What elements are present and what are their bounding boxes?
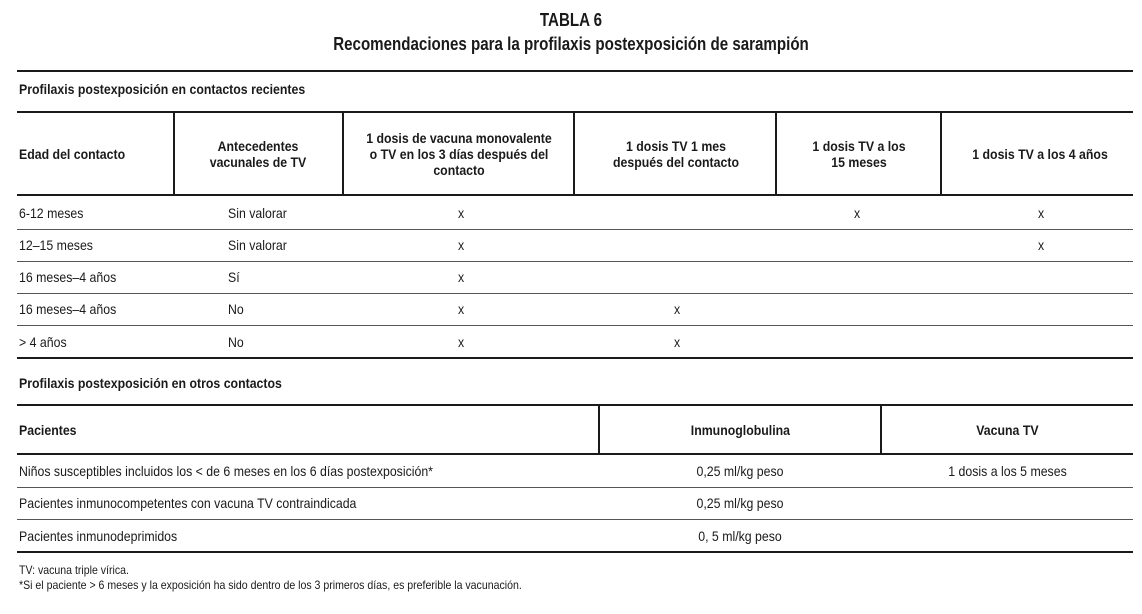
cell-mark: x bbox=[458, 205, 465, 221]
cell-mark: x bbox=[1038, 237, 1045, 253]
cell-age: 16 meses–4 años bbox=[19, 301, 117, 317]
cell-patient: Pacientes inmunocompetentes con vacuna TV contraindicada bbox=[19, 495, 357, 511]
row-divider bbox=[17, 325, 1133, 326]
cell-history: Sí bbox=[228, 269, 240, 285]
cell-immunoglobulin: 0, 5 ml/kg peso bbox=[698, 528, 782, 544]
header-divider bbox=[940, 113, 942, 194]
header-divider bbox=[573, 113, 575, 194]
cell-history: Sin valorar bbox=[228, 205, 287, 221]
top-rule bbox=[17, 70, 1133, 72]
cell-mark: x bbox=[674, 334, 681, 350]
cell-vaccine: 1 dosis a los 5 meses bbox=[948, 463, 1067, 479]
column-header: 1 dosis TV a los 4 años bbox=[972, 145, 1109, 162]
cell-age: 6-12 meses bbox=[19, 205, 84, 221]
row-divider bbox=[17, 261, 1133, 262]
title-block bbox=[0, 8, 1142, 56]
footnote: TV: vacuna triple vírica. bbox=[19, 563, 129, 577]
cell-mark: x bbox=[854, 205, 861, 221]
cell-mark: x bbox=[674, 301, 681, 317]
section1-bottom-rule bbox=[17, 357, 1133, 359]
row-divider bbox=[17, 293, 1133, 294]
cell-history: No bbox=[228, 301, 244, 317]
column-header: 1 dosis TV a los 15 meses bbox=[812, 137, 906, 170]
cell-mark: x bbox=[1038, 205, 1045, 221]
cell-mark: x bbox=[458, 301, 465, 317]
column-header: Inmunoglobulina bbox=[690, 421, 790, 438]
cell-mark: x bbox=[458, 334, 465, 350]
column-header: Vacuna TV bbox=[976, 421, 1039, 438]
cell-patient: Niños susceptibles incluidos los < de 6 meses en los 6 días postexposición* bbox=[19, 463, 433, 479]
cell-immunoglobulin: 0,25 ml/kg peso bbox=[696, 495, 784, 511]
column-header: Pacientes bbox=[19, 421, 77, 438]
row-divider bbox=[17, 229, 1133, 230]
cell-age: > 4 años bbox=[19, 334, 67, 350]
section1-header-bottom-rule bbox=[17, 194, 1133, 196]
section2-header-bottom-rule bbox=[17, 453, 1133, 455]
table-title: Recomendaciones para la profilaxis postexposición de sarampión bbox=[333, 34, 809, 54]
cell-patient: Pacientes inmunodeprimidos bbox=[19, 528, 178, 544]
section1-heading: Profilaxis postexposición en contactos recientes bbox=[19, 81, 306, 97]
cell-mark: x bbox=[458, 237, 465, 253]
cell-history: No bbox=[228, 334, 244, 350]
column-header: 1 dosis TV 1 mes después del contacto bbox=[613, 137, 739, 170]
header-divider bbox=[775, 113, 777, 194]
table-number: TABLA 6 bbox=[539, 10, 603, 30]
column-header: Edad del contacto bbox=[19, 145, 126, 162]
column-header: Antecedentes vacunales de TV bbox=[209, 137, 307, 170]
row-divider bbox=[17, 519, 1133, 520]
cell-immunoglobulin: 0,25 ml/kg peso bbox=[696, 463, 784, 479]
cell-age: 12–15 meses bbox=[19, 237, 93, 253]
cell-mark: x bbox=[458, 269, 465, 285]
cell-age: 16 meses–4 años bbox=[19, 269, 117, 285]
row-divider bbox=[17, 487, 1133, 488]
section2-heading: Profilaxis postexposición en otros contactos bbox=[19, 375, 282, 391]
header-divider bbox=[342, 113, 344, 194]
table-bottom-rule bbox=[17, 551, 1133, 553]
column-header: 1 dosis de vacuna monovalente o TV en los 3 días después del contacto bbox=[366, 129, 552, 178]
footnote: *Si el paciente > 6 meses y la exposición ha sido dentro de los 3 primeros días, es preferible la vacunación. bbox=[19, 578, 522, 592]
header-divider bbox=[173, 113, 175, 194]
cell-history: Sin valorar bbox=[228, 237, 287, 253]
